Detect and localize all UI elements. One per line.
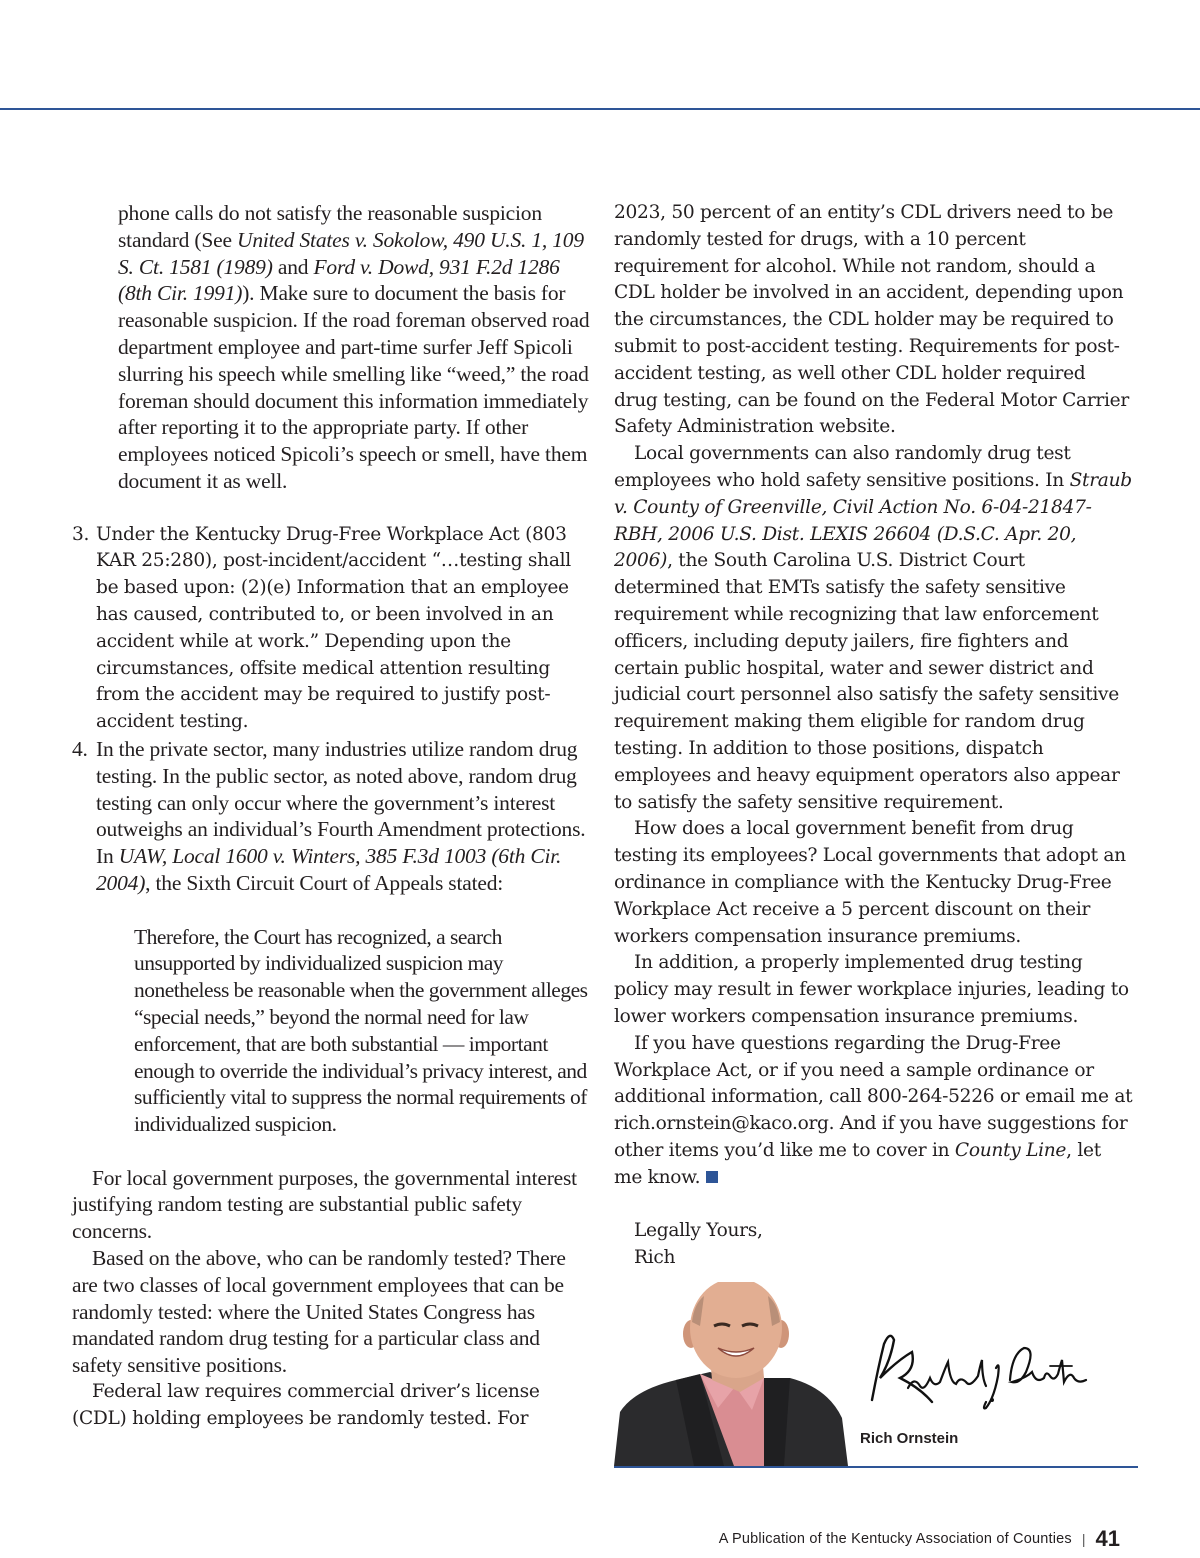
signature-rule [614,1466,1138,1468]
paragraph: How does a local government benefit from drug testing its employees? Local governments that adopt an ordinance in compliance with the Kentucky Drug-Free Workplace Act receive a 5 percent discount on their workers compensation insurance premiums. [614,818,1126,947]
paragraph: Local governments can also randomly drug test employees who hold safety sensitive positions. In Straub v. County of Greenville, Civil Action No. 6-04-21847-RBH, 2006 U.S. Dist. LEXIS 26604 (D.S.C. Apr. 20, 2006), the South Carolina U.S. District Court determined that EMTs satisfy the safety sensitive requirement while recognizing that law enforcement officers, including deputy jailers, fire fighters and certain public hospital, water and sewer district and judicial court personnel also satisfy the safety sensitive requirement making them eligible for random drug testing. In addition to those positions, dispatch employees and heavy equipment operators also appear to satisfy the safety sensitive requirement. [614,443,1132,813]
list-number: 4. [72,736,88,761]
publication-name: A Publication of the Kentucky Association of Counties [718,1531,1072,1547]
list-text: In the private sector, many industries utilize random drug testing. In the public sector, as noted above, random drug testing can only occur where the government’s interest outweighs an individual’s Fourth Amendment protections. In UAW, Local 1600 v. Winters, 385 F.3d 1003 (6th Cir. 2004), the Sixth Circuit Court of Appeals stated: [96,736,586,895]
paragraph: In addition, a properly implemented drug testing policy may result in fewer workplace injuries, leading to lower workers compensation insurance premiums. [614,952,1129,1027]
list-text: Under the Kentucky Drug-Free Workplace Act (803 KAR 25:280), post-incident/accident “…testing shall be based upon: (2)(e) Information that an employee has caused, contributed to, or been involved in an accident while at work.” Depending upon the circumstances, offsite medical attention resulting from the accident may be required to justify post-accident testing. [96,523,571,733]
footer-separator: | [1081,1531,1086,1547]
paragraph: For local government purposes, the governmental interest justifying random testing are substantial public safety concerns. [72,1165,577,1244]
author-name: Rich Ornstein [860,1430,959,1447]
paragraph: 2023, 50 percent of an entity’s CDL drivers need to be randomly tested for drugs, with a 10 percent requirement for alcohol. While not random, should a CDL holder be involved in an accident, depending upon the circumstances, the CDL holder may be required to submit to post-accident testing. Requirements for post-accident testing, as well other CDL holder required drug testing, can be found on the Federal Motor Carrier Safety Administration website. [614,202,1129,438]
top-rule [0,108,1200,110]
author-block [614,1282,1138,1470]
list-number: 3. [72,523,90,545]
closing-salutation: Legally Yours, [634,1220,763,1242]
closing-name: Rich [634,1247,676,1269]
list-item-3 [72,522,592,736]
paragraph: Federal law requires commercial driver’s license (CDL) holding employees be randomly tested. For [72,1381,540,1429]
signature-image [850,1326,1090,1416]
page-number: 41 [1095,1526,1120,1551]
end-mark-icon [706,1171,718,1183]
left-column [72,200,592,1433]
paragraph: If you have questions regarding the Drug-Free Workplace Act, or if you need a sample ordinance or additional information, call 800-264-5226 or email me at rich.ornstein@kaco.org. And if you have suggestions for other items you’d like me to cover in County Line, let me know. [614,1032,1133,1188]
page-footer [719,1526,1120,1552]
case-citation: UAW, Local 1600 v. Winters, 385 F.3d 1003 (6th Cir. 2004) [96,844,562,895]
case-citation: Straub v. County of Greenville, Civil Action No. 6-04-21847-RBH, 2006 U.S. Dist. LEXIS 26604 (D.S.C. Apr. 20, 2006) [614,469,1132,572]
paragraph: Based on the above, who can be randomly tested? There are two classes of local government employees that can be randomly tested: where the United States Congress has mandated random drug testing for a particular class and safety sensitive positions. [72,1246,566,1378]
continued-paragraph: phone calls do not satisfy the reasonable suspicion standard (See United States v. Sokolow, 490 U.S. 1, 109 S. Ct. 1581 (1989) and Ford v. Dowd, 931 F.2d 1286 (8th Cir. 1991)). Make sure to document the basis for reasonable suspicion. If the road foreman observed road department employee and part-time surfer Jeff Spicoli slurring his speech while smelling like “weed,” the road foreman should document this information immediately after reporting it to the appropriate party. If other employees noticed Spicoli’s speech or smell, have them document it as well. [118,201,590,493]
block-quote: Therefore, the Court has recognized, a search unsupported by individualized suspicion may nonetheless be reasonable when the government alleges “special needs,” beyond the normal need for law enforcement, that are both substantial — important enough to override the individual’s privacy interest, and sufficiently vital to suppress the normal requirements of individualized suspicion. [134,924,588,1137]
author-portrait [614,1282,848,1466]
list-item-4 [72,736,592,897]
right-column [614,200,1134,1272]
